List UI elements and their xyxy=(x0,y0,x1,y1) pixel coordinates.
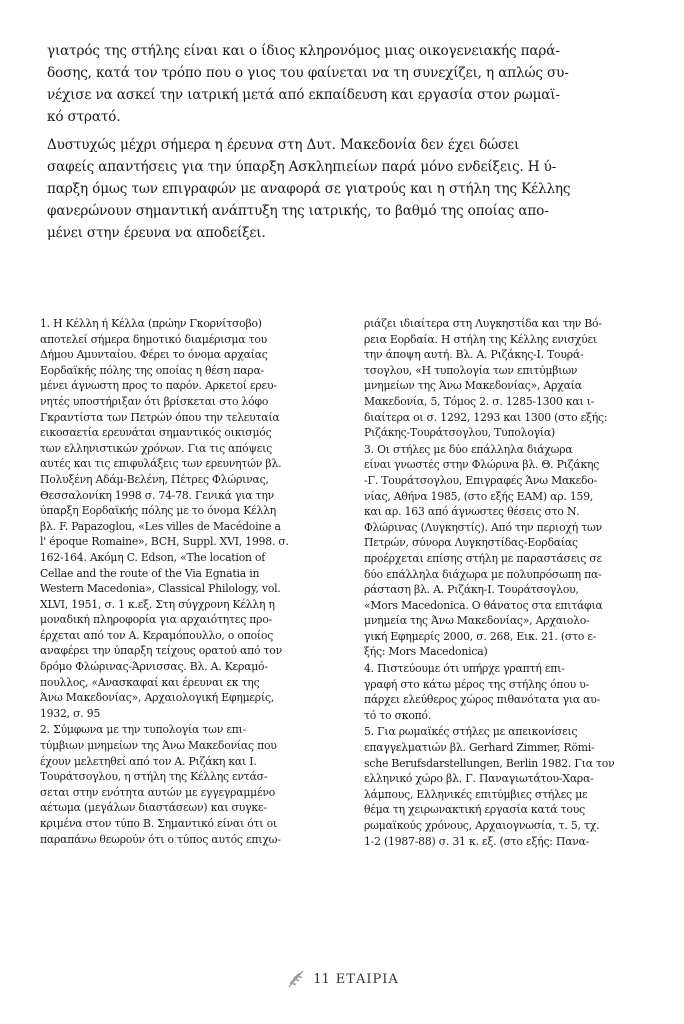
footnote-line: είναι γνωστές στην Φλώρινα βλ. Θ. Ριζάκης xyxy=(364,458,600,472)
footnote-line: ριάζει ιδιαίτερα στη Λυγκηστίδα και την Βό- xyxy=(364,317,602,330)
footnote-line: ελληνικό χώρο βλ. Γ. Παναγιωτάτου-Χαρα- xyxy=(364,772,594,786)
footnote-line: γραφή στο κάτω μέρος της στήλης όπου υ- xyxy=(364,677,590,691)
footnote-line: προέρχεται επίσης στήλη με παραστάσεις σε xyxy=(364,551,602,565)
footnote-line: 4. Πιστεύουμε ότι υπήρχε γραπτή επι- xyxy=(364,662,565,676)
footnote-line: Εορδαϊκής πόλης της οποίας η θέση παρα- xyxy=(40,363,264,377)
footnote-line: εικοσαετία ερευνάται σημαντικός οικισμός xyxy=(40,426,272,440)
footnote-line: πάρχει ελεύθερος χώρος πιθανότατα για αυ- xyxy=(364,693,601,707)
body-text-line: νέχισε να ασκεί την ιατρική μετά από εκπαίδευση και εργασία στον ρωμαϊ- xyxy=(47,87,560,103)
footnote-line: δύο επάλληλα διάχωρα με πολυπρόσωπη πα- xyxy=(364,567,602,581)
footnote-line: αέτωμα (μεγάλων διαστάσεων) και συγκε- xyxy=(40,801,267,815)
footnote-line: των ελληνιστικών χρόνων. Για τις απόψεις xyxy=(40,441,272,455)
main-text xyxy=(47,40,639,250)
footnote-line: έχουν μελετηθεί από τον Α. Ριζάκη και Ι. xyxy=(40,754,257,768)
footnote-line: 5. Για ρωμαϊκές στήλες με απεικονίσεις xyxy=(364,725,578,739)
page-number: 11 xyxy=(313,971,330,987)
footnotes-right-column xyxy=(364,316,650,850)
footnote-line: Θεσσαλονίκη 1998 σ. 74-78. Γενικά για την xyxy=(40,488,274,502)
footnote-line: 1-2 (1987-88) σ. 31 κ. εξ. (στο εξής: Πανα- xyxy=(364,834,590,848)
body-text-line: Δυστυχώς μέχρι σήμερα η έρευνα στη Δυτ. Μακεδονία δεν έχει δώσει xyxy=(47,137,520,153)
footnote-line: μνημεία της Άνω Μακεδονίας», Αρχαιολο- xyxy=(364,614,590,628)
footnote-line: -Γ. Τουράτσογλου, Επιγραφές Άνω Μακεδο- xyxy=(364,473,598,487)
footnote-line: XLVI, 1951, σ. 1 κ.εξ. Στη σύγχρονη Κέλλη η xyxy=(40,597,275,611)
footnote-line: δρόμο Φλώρινας-Άρνισσας. Βλ. Α. Κεραμό- xyxy=(40,660,268,674)
footnote-line: 1. Η Κέλλη ή Κέλλα (πρώην Γκορνίτσοβο) xyxy=(40,317,262,330)
footnote-line: βλ. F. Papazoglou, «Les villes de Macédoine a xyxy=(40,519,281,533)
footnote-line: Φλώρινας (Λυγκηστίς). Από την περιοχή των xyxy=(364,520,602,534)
body-text-line: παρξη όμως των επιγραφών με αναφορά σε γιατρούς και η στήλη της Κέλλης xyxy=(47,181,571,197)
footnote-line: αναφέρει την ύπαρξη τείχους ορατού από τον xyxy=(40,644,282,658)
body-text-line: μένει στην έρευνα να αποδείξει. xyxy=(47,225,266,241)
footnote-paragraph xyxy=(364,316,650,441)
footnote-line: παραπάνω θεωρούν ότι ο τύπος αυτός επιχω- xyxy=(40,832,281,846)
footnote-line: τύμβιων μνημείων της Άνω Μακεδονίας που xyxy=(40,739,277,753)
body-text-line: σαφείς απαντήσεις για την ύπαρξη Ασκληπιείων παρά μόνο ενδείξεις. Η ύ- xyxy=(47,159,557,175)
body-text-paragraph xyxy=(47,134,639,244)
footnote-line: λάμπους, Ελληνικές επιτύμβιες στήλες με xyxy=(364,787,588,801)
body-text-line: γιατρός της στήλης είναι και ο ίδιος κληρονόμος μιας οικογενειακής παρά- xyxy=(47,43,560,59)
footnote-line: θέμα τη χειρωνακτική εργασία κατά τους xyxy=(364,803,585,817)
footnote-line: «Mors Macedonica. Ο θάνατος στα επιτάφια xyxy=(364,598,603,612)
footnote-line: sche Berufsdarstellungen, Berlin 1982. Για τον xyxy=(364,756,615,770)
footnote-line: πουλλος, «Ανασκαφαί και έρευναι εκ της xyxy=(40,675,260,689)
footnote-line: 1932, σ. 95 xyxy=(40,706,101,720)
footnote-line: Γκραντίστα των Πετρών όπου την τελευταία xyxy=(40,410,280,424)
footnote-line: Cellae and the route of the Via Egnatia in xyxy=(40,566,260,580)
page-footer xyxy=(0,968,684,990)
footnote-paragraph xyxy=(364,724,650,849)
footnote-line: ξής: Mors Macedonica) xyxy=(364,645,488,659)
body-text-line: φανερώνουν σημαντική ανάπτυξη της ιατρικής, το βαθμό της οποίας απο- xyxy=(47,203,549,219)
footnote-line: ρωμαϊκούς χρόνους, Αρχαιογνωσία, τ. 5, τχ. xyxy=(364,819,600,832)
footnotes-left-column xyxy=(40,316,326,848)
footnote-line: νητές υποστήριξαν ότι βρίσκεται στο λόφο xyxy=(40,394,269,408)
footnote-line: ράσταση βλ. Α. Ριζάκη-Ι. Τουράτσογλου, xyxy=(364,583,579,597)
footnote-line: κριμένα στον τύπο Β. Σημαντικό είναι ότι οι xyxy=(40,817,277,830)
body-text-line: κό στρατό. xyxy=(47,109,121,125)
footnote-line: σεται στην ενότητα αυτών με εγγεγραμμένο xyxy=(40,785,276,799)
laurel-sprig-icon xyxy=(285,968,307,990)
footnote-paragraph xyxy=(40,316,326,721)
footnote-line: διαίτερα οι σ. 1292, 1293 και 1300 (στο εξής: xyxy=(364,410,608,424)
footnote-line: μνημείων της Άνω Μακεδονίας», Αρχαία xyxy=(364,379,582,393)
footnote-line: Άνω Μακεδονίας», Αρχαιολογική Εφημερίς, xyxy=(40,691,275,705)
journal-name: ΕΤΑΙΡΙΑ xyxy=(335,971,399,987)
footnote-line: 2. Σύμφωνα με την τυπολογία των επι- xyxy=(40,723,247,737)
footnote-line: αποτελεί σήμερα δημοτικό διαμέρισμα του xyxy=(40,332,268,346)
body-text-paragraph xyxy=(47,40,639,128)
footnote-line: την άποψη αυτή. Βλ. Α. Ριζάκης-Ι. Τουρά- xyxy=(364,348,584,362)
footnote-line: ύπαρξη Εορδαϊκής πόλης με το όνομα Κέλλη xyxy=(40,504,277,518)
footnote-line: νίας, Αθήνα 1985, (στο εξής ΕΑΜ) αρ. 159, xyxy=(364,489,594,503)
footnote-line: 3. Οι στήλες με δύο επάλληλα διάχωρα xyxy=(364,442,573,456)
body-text-line: δοσης, κατά τον τρόπο που ο γιος του φαίνεται να τη συνεχίζει, η απλώς συ- xyxy=(47,65,569,81)
footnote-line: Western Macedonia», Classical Philology, vol. xyxy=(40,582,281,596)
footnote-line: Δήμου Αμυνταίου. Φέρει το όνομα αρχαίας xyxy=(40,348,268,362)
footnote-line: γική Εφημερίς 2000, σ. 268, Εικ. 21. (στο ε- xyxy=(364,629,597,643)
footnote-line: μοναδική πληροφορία για αρχαιότητες προ- xyxy=(40,613,273,627)
footnote-paragraph xyxy=(40,722,326,847)
footnote-line: Ριζάκης-Τουράτσογλου, Τυπολογία) xyxy=(364,426,556,440)
footnote-line: l' époque Romaine», BCH, Suppl. XVI, 1998. σ. xyxy=(40,535,289,549)
footnote-paragraph xyxy=(364,661,650,723)
footnote-paragraph xyxy=(364,442,650,660)
footnote-line: Τουράτσογλου, η στήλη της Κέλλης εντάσ- xyxy=(40,770,268,784)
footnote-line: τσογλου, «Η τυπολογία των επιτύμβιων xyxy=(364,363,578,377)
footnote-line: και αρ. 163 από άγνωστες θέσεις στο Ν. xyxy=(364,505,580,519)
footnote-line: αυτές και τις επιφυλάξεις των ερευνητών βλ. xyxy=(40,457,282,471)
footnote-line: ρεια Εορδαία. Η στήλη της Κέλλης ενισχύει xyxy=(364,332,597,346)
footnote-line: τό το σκοπό. xyxy=(364,708,432,722)
footnote-line: μένει άγνωστη προς το παρόν. Αρκετοί ερευ- xyxy=(40,379,277,393)
footnote-line: Πολυξένη Αδάμ-Βελένη, Πέτρες Φλώρινας, xyxy=(40,472,269,486)
footnote-line: Πετρών, σύνορα Λυγκηστίδας-Εορδαίας xyxy=(364,536,578,550)
footnote-line: έρχεται από τον Α. Κεραμόπουλλο, ο οποίος xyxy=(40,628,274,642)
footnote-line: επαγγελματιών βλ. Gerhard Zimmer, Römi- xyxy=(364,741,595,755)
footnote-line: 162-164. Ακόμη C. Edson, «The location of xyxy=(40,550,266,564)
footnote-line: Μακεδονία, 5, Τόμος 2. σ. 1285-1300 και ι- xyxy=(364,394,595,408)
